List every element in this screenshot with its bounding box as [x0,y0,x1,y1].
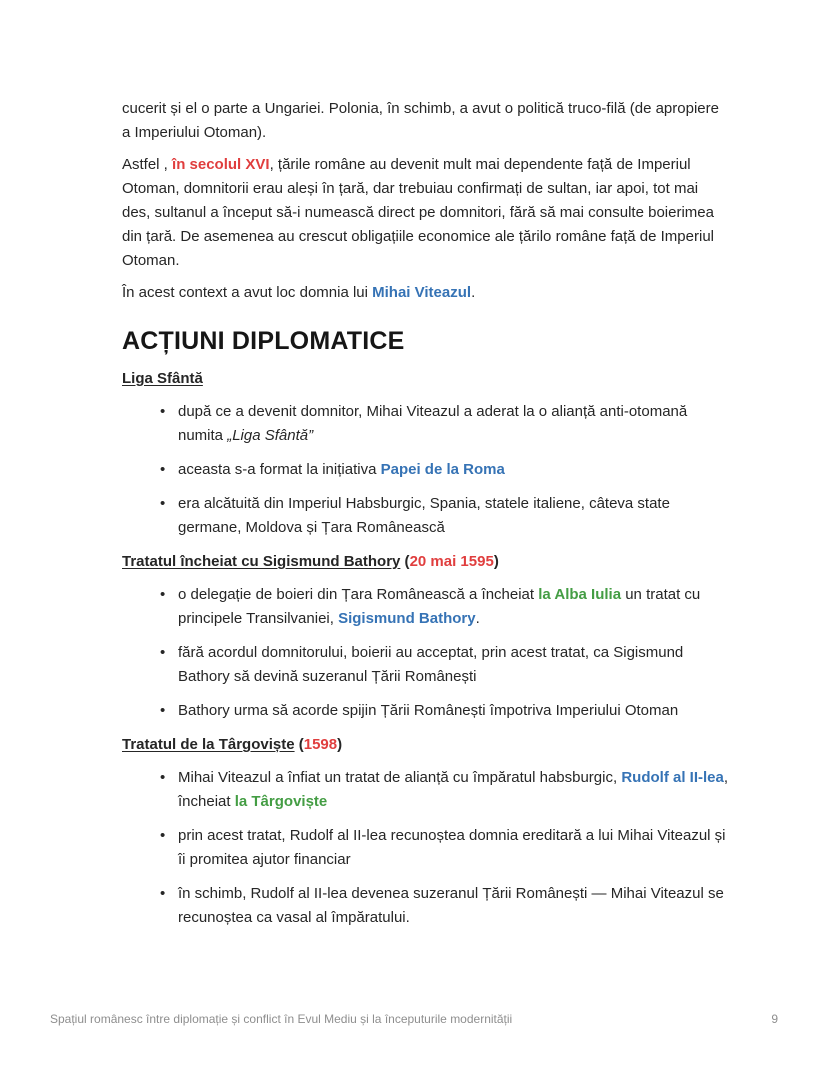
text-segment: aceasta s-a format la inițiativa [178,461,381,478]
document-content [122,97,730,940]
bu-text-segment: Tratatul încheiat cu Sigismund Bathory [122,553,401,570]
bu-text-segment: Liga Sfântă [122,370,203,387]
footer-document-title: Spațiul românesc între diplomație și conflict în Evul Mediu și la începuturile modernității [50,1012,513,1026]
blue-text-segment: Rudolf al II-lea [621,769,724,786]
text-segment: Mihai Viteazul a înfiat un tratat de alianță cu împăratul habsburgic, [178,769,622,786]
bold-text-segment: ( [400,553,410,570]
text-segment: un tratat cu principele Transilvaniei, [178,586,701,627]
paragraph-context [122,281,730,305]
text-segment: fără acordul domnitorului, boierii au acceptat, prin acest tratat, ca Sigismund Bathory să devină suzeranul Țării Românești [178,644,684,685]
text-segment: prin acest tratat, Rudolf al II-lea recunoștea domnia ereditară a lui Mihai Viteazul și îi promitea ajutor financiar [178,827,726,868]
paragraph-intro [122,97,730,145]
page-title: ACȚIUNI DIPLOMATICE [122,327,405,355]
section-tratat-bathory [122,550,730,723]
green-text-segment: la Alba Iulia [538,586,622,603]
text-segment: Astfel , [122,156,173,173]
section-heading [122,367,730,391]
text-segment: În acest context a avut loc domnia lui [122,284,373,301]
italic-text-segment: „Liga Sfântă” [227,427,314,444]
text-segment: , țările române au devenit mult mai dependente față de Imperiul Otoman, domnitorii erau aleși în țară, dar trebuiau confirmați de sultan, iar apoi, tot mai des, sultanul a început să-i numească direct pe domnitori, fără să mai consulte boierimea din țară. De asemenea au crescut obligațiile economice ale țărilo române față de Imperiul Otoman. [122,156,714,269]
bold-text-segment: ( [294,736,304,753]
paragraph-secolul-xvi [122,153,730,273]
red-text-segment: 1598 [303,736,338,753]
bullet-item [122,492,730,540]
bullet-item [122,641,730,689]
text-segment: . [471,284,476,301]
bold-text-segment: ) [337,736,343,753]
text-segment: , încheiat [178,769,729,810]
bullet-item [122,583,730,631]
bold-text-segment: ) [493,553,499,570]
bullet-item [122,882,730,930]
bullet-item [122,400,730,448]
blue-text-segment: Sigismund Bathory [338,610,476,627]
section-tratat-targoviste [122,733,730,930]
bullet-item [122,699,730,723]
bullet-list [122,583,730,723]
red-text-segment: 20 mai 1595 [409,553,494,570]
text-segment: era alcătuită din Imperiul Habsburgic, Spania, statele italiene, câteva state germane, Moldova și Țara Românească [178,495,670,536]
green-text-segment: la Târgoviște [234,793,328,810]
bullet-item [122,824,730,872]
bullet-item [122,458,730,482]
page-footer [50,1012,778,1026]
section-heading [122,733,730,757]
text-segment: . [475,610,480,627]
text-segment: Bathory urma să acorde spijin Țării Românești împotriva Imperiului Otoman [178,702,679,719]
section-liga-sfanta [122,367,730,540]
text-segment: o delegație de boieri din Țara Românească a încheiat [178,586,539,603]
bu-text-segment: Tratatul de la Târgoviște [122,736,295,753]
blue-text-segment: Papei de la Roma [380,461,505,478]
text-segment: în schimb, Rudolf al II-lea devenea suzeranul Țării Românești — Mihai Viteazul se recunoștea ca vasal al împăratului. [178,885,724,926]
bullet-item [122,766,730,814]
text-segment: după ce a devenit domnitor, Mihai Viteazul a aderat la o alianță anti-otomană numita [178,403,688,444]
text-segment: cucerit și el o parte a Ungariei. Polonia, în schimb, a avut o politică truco-filă (de apropiere a Imperiului Otoman). [122,100,719,141]
blue-text-segment: Mihai Viteazul [372,284,472,301]
red-text-segment: în secolul XVI [172,156,270,173]
section-heading [122,550,730,574]
bullet-list [122,400,730,540]
footer-page-number: 9 [771,1012,778,1026]
bullet-list [122,766,730,930]
